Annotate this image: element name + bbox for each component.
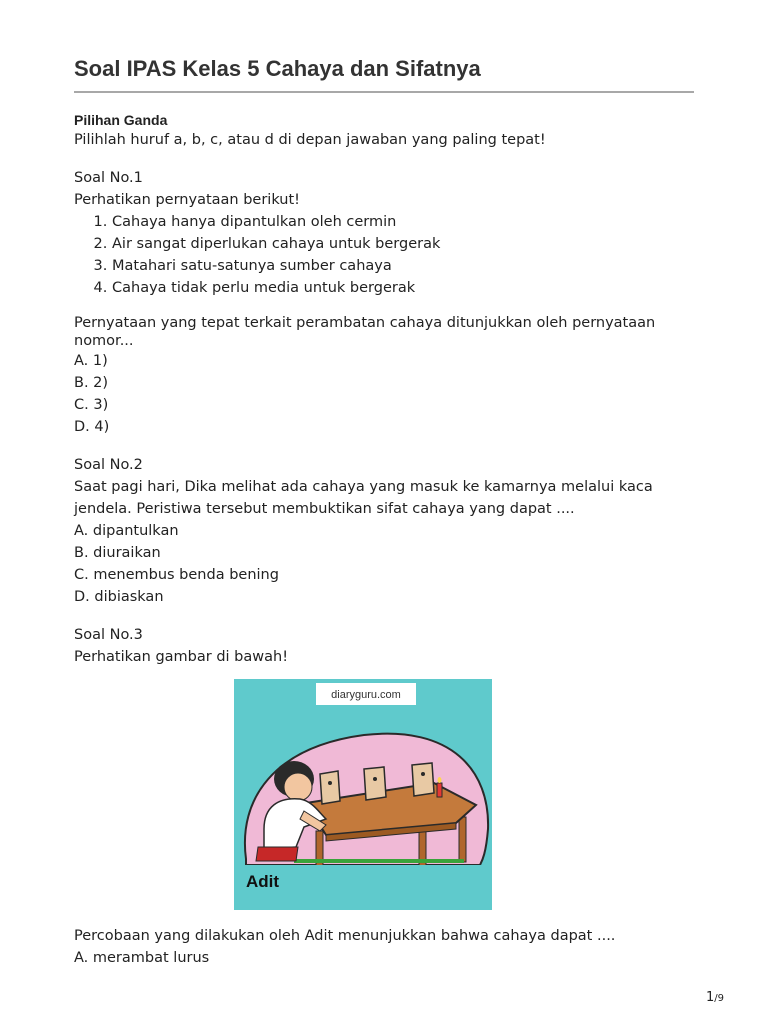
answer-option: B. 2): [74, 375, 109, 391]
answer-option: D. 4): [74, 419, 110, 435]
question-3-label: Soal No.3: [74, 627, 143, 643]
question-2: [74, 454, 694, 608]
instruction-text: Pilihlah huruf a, b, c, atau d di depan jawaban yang paling tepat!: [74, 132, 546, 148]
question-2-label: Soal No.2: [74, 457, 143, 473]
question-3-text: Percobaan yang dilakukan oleh Adit menunjukkan bahwa cahaya dapat ....: [74, 928, 616, 944]
answer-option: D. dibiaskan: [74, 589, 164, 605]
question-1: [74, 167, 694, 438]
answer-option: A. merambat lurus: [74, 950, 210, 966]
document-body: [74, 111, 694, 969]
title-divider: [74, 91, 694, 93]
question-1-label: Soal No.1: [74, 170, 143, 186]
figure-caption: Adit: [246, 872, 280, 891]
statement-item: 1. Cahaya hanya dipantulkan oleh cermin: [112, 211, 694, 233]
experiment-illustration: [234, 679, 492, 910]
answer-option: A. dipantulkan: [74, 523, 179, 539]
statement-item: 3. Matahari satu-satunya sumber cahaya: [112, 255, 694, 277]
question-1-text: Pernyataan yang tepat terkait perambatan cahaya ditunjukkan oleh pernyataan nomor...: [74, 315, 656, 349]
experiment-drawing: [234, 679, 492, 910]
question-3: [74, 624, 694, 969]
watermark-text: diaryguru.com: [331, 689, 401, 701]
question-3-intro: Perhatikan gambar di bawah!: [74, 649, 289, 665]
card-2: [364, 767, 386, 800]
page-title: Soal IPAS Kelas 5 Cahaya dan Sifatnya: [74, 56, 481, 81]
page-total: /9: [714, 993, 724, 1004]
answer-option: C. menembus benda bening: [74, 567, 279, 583]
answer-option: C. 3): [74, 397, 109, 413]
page-number: [706, 990, 724, 1005]
card-3: [412, 763, 434, 796]
section-heading: Pilihan Ganda: [74, 112, 168, 128]
statement-list: [74, 211, 694, 299]
candle: [437, 783, 442, 797]
answer-option: A. 1): [74, 353, 108, 369]
answer-option: B. diuraikan: [74, 545, 161, 561]
question-1-intro: Perhatikan pernyataan berikut!: [74, 192, 300, 208]
child-shorts: [256, 847, 298, 861]
question-2-text: Saat pagi hari, Dika melihat ada cahaya yang masuk ke kamarnya melalui kaca jendela. Peristiwa tersebut membuktikan sifat cahaya yang dapat ....: [74, 479, 653, 517]
statement-item: 2. Air sangat diperlukan cahaya untuk bergerak: [112, 233, 694, 255]
statement-item: 4. Cahaya tidak perlu media untuk bergerak: [112, 277, 694, 299]
card-1: [320, 771, 340, 804]
page-current: 1: [705, 990, 715, 1005]
